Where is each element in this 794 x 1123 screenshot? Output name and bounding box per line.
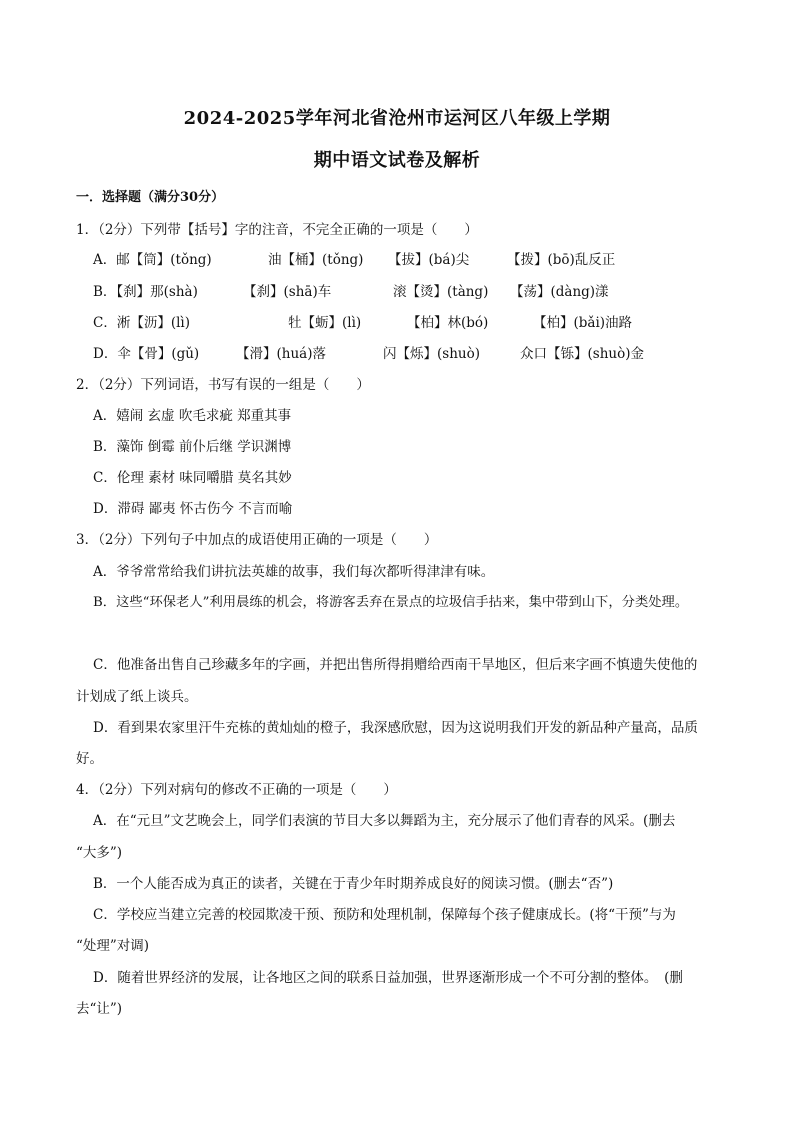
question-2-stem: 2．（2分）下列词语，书写有误的一组是（ ）: [76, 377, 370, 393]
question-4-stem: 4．（2分）下列对病句的修改不正确的一项是（ ）: [76, 782, 397, 798]
question-4-option-a-continued: “大多”): [76, 845, 123, 861]
page-subtitle: 期中语文试卷及解析: [313, 150, 481, 171]
question-3-option-c-continued: 计划成了纸上谈兵。: [76, 689, 198, 705]
option-cell: 【荡】(dàng)漾: [510, 284, 609, 300]
question-1-option-d: [0, 342, 794, 362]
question-3-option-b: B．这些“环保老人”利用晨练的机会，将游客丢弃在景点的垃圾信手拈来，集中带到山下，分类处理。: [93, 595, 689, 610]
question-1-option-a: [0, 248, 794, 268]
question-3-option-a: A．爷爷常常给我们讲抗法英雄的故事，我们每次都听得津津有味。: [93, 564, 495, 580]
question-3-option-d: D．看到果农家里汗牛充栋的黄灿灿的橙子，我深感欣慰，因为这说明我们开发的新品种产量高，品质: [93, 720, 698, 736]
question-3-stem: 3．（2分）下列句子中加点的成语使用正确的一项是（ ）: [76, 532, 438, 548]
question-3-option-c: C．他准备出售自己珍藏多年的字画，并把出售所得捐赠给西南干旱地区，但后来字画不慎遗失使他的: [93, 657, 698, 673]
question-3-option-d-continued: 好。: [76, 751, 103, 767]
question-1-option-c: [0, 311, 794, 331]
question-4-option-d: D．随着世界经济的发展，让各地区之间的联系日益加强，世界逐渐形成一个不可分割的整体。 (删: [93, 970, 683, 986]
question-2-option-d: D．滞碍 鄙夷 怀古伤今 不言而喻: [93, 501, 293, 517]
question-1-stem: 1．（2分）下列带【括号】字的注音，不完全正确的一项是（ ）: [76, 222, 478, 238]
question-2-option-a: A．嬉闹 玄虚 吹毛求疵 郑重其事: [93, 408, 292, 424]
question-4-option-b: B．一个人能否成为真正的读者，关键在于青少年时期养成良好的阅读习惯。(删去“否”): [93, 876, 614, 892]
question-4-option-c: C．学校应当建立完善的校园欺凌干预、预防和处理机制，保障每个孩子健康成长。(将“干预”与为: [93, 907, 676, 923]
option-cell: 滚【烫】(tàng): [393, 284, 489, 300]
question-2-option-b: B．藻饰 倒霉 前仆后继 学识渊博: [93, 439, 292, 455]
option-cell: 【刹】(shā)车: [243, 284, 332, 300]
option-cell: B．【刹】那(shà): [93, 284, 198, 300]
option-cell: 【拨】(bō)乱反正: [507, 252, 616, 268]
option-cell: 【滑】(huá)落: [236, 346, 326, 362]
question-2-option-c: C．伦理 素材 味同嚼腊 莫名其妙: [93, 470, 292, 486]
question-4-option-c-continued: “处理”对调): [76, 938, 150, 954]
option-cell: 油【桶】(tǒng): [268, 252, 364, 268]
option-cell: A．邮【筒】(tǒng): [93, 252, 212, 268]
option-cell: 【柏】(bǎi)油路: [533, 315, 633, 331]
option-cell: 闪【烁】(shuò): [383, 346, 480, 362]
question-4-option-d-continued: 去“让”): [76, 1001, 123, 1017]
page-title: 2024-2025学年河北省沧州市运河区八年级上学期: [183, 108, 611, 129]
option-cell: 【拔】(bá)尖: [388, 252, 470, 268]
section-heading: 一．选择题（满分30分）: [76, 190, 225, 205]
question-4-option-a: A．在“元旦”文艺晚会上，同学们表演的节目大多以舞蹈为主，充分展示了他们青春的风采。(删去: [93, 813, 676, 829]
option-cell: 【柏】林(bó): [407, 315, 489, 331]
option-cell: 牡【蛎】(lì): [288, 315, 362, 331]
option-cell: C．淅【沥】(lì): [93, 315, 190, 331]
option-cell: D．伞【骨】(gǔ): [93, 346, 200, 362]
option-cell: 众口【铄】(shuò)金: [520, 346, 644, 362]
question-1-option-b: [0, 280, 794, 300]
